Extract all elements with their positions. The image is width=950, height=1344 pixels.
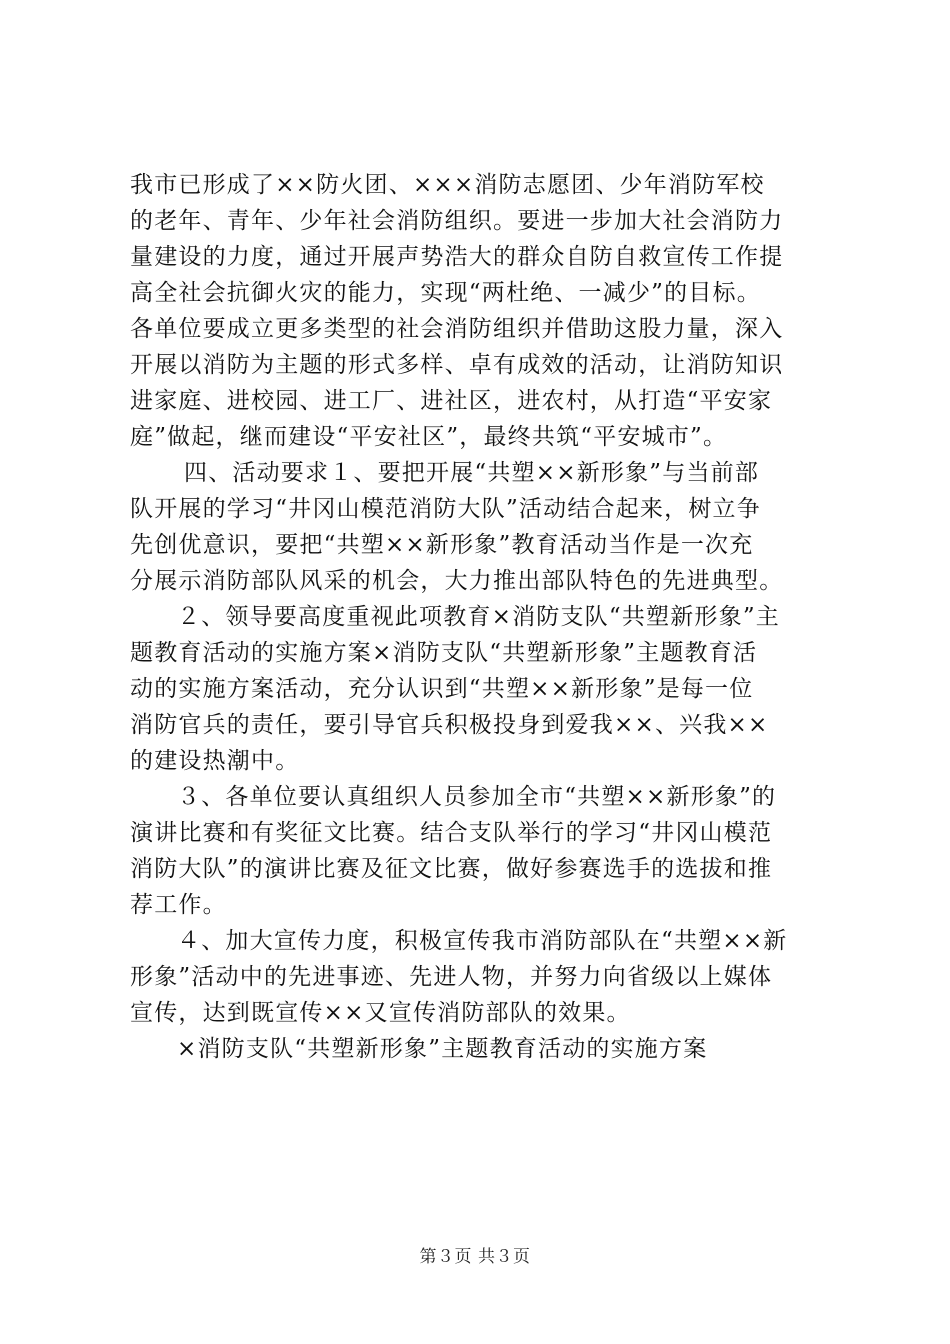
text-line: 我市已形成了××防火团、×××消防志愿团、少年消防军校 — [130, 172, 765, 198]
text-line: 量建设的力度，通过开展声势浩大的群众自防自救宣传工作提 — [130, 244, 784, 270]
text-line: 的建设热潮中。 — [130, 748, 300, 774]
text-line: 进家庭、进校园、进工厂、进社区，进农村，从打造“平安家 — [130, 388, 773, 414]
text-line: 形象”活动中的先进事迹、先进人物，并努力向省级以上媒体 — [130, 964, 773, 990]
page-number-footer: 第３页 共３页 — [419, 1247, 531, 1267]
text-line: 消防官兵的责任，要引导官兵积极投身到爱我××、兴我×× — [130, 712, 769, 738]
text-line: 各单位要成立更多类型的社会消防组织并借助这股力量，深入 — [130, 316, 784, 342]
text-line: 演讲比赛和有奖征文比赛。结合支队举行的学习“井冈山模范 — [130, 820, 773, 846]
text-line: 先创优意识，要把“共塑××新形象”教育活动当作是一次充 — [130, 532, 754, 558]
text-line: 荐工作。 — [130, 892, 227, 918]
text-line: 题教育活动的实施方案×消防支队“共塑新形象”主题教育活 — [130, 640, 758, 666]
closing-title-line: ×消防支队“共塑新形象”主题教育活动的实施方案 — [177, 1036, 708, 1062]
paragraph-start-line: ４、加大宣传力度，积极宣传我市消防部队在“共塑××新 — [177, 928, 788, 954]
text-line: 的老年、青年、少年社会消防组织。要进一步加大社会消防力 — [130, 208, 784, 234]
text-line: 宣传，达到既宣传××又宣传消防部队的效果。 — [130, 1000, 631, 1026]
paragraph-start-line: ３、各单位要认真组织人员参加全市“共塑××新形象”的 — [177, 784, 777, 810]
text-line: 动的实施方案活动，充分认识到“共塑××新形象”是每一位 — [130, 676, 754, 702]
document-body — [130, 167, 830, 1067]
text-line: 分展示消防部队风采的机会，大力推出部队特色的先进典型。 — [130, 568, 784, 594]
paragraph-start-line: ２、领导要高度重视此项教育×消防支队“共塑新形象”主 — [177, 604, 780, 630]
text-line: 队开展的学习“井冈山模范消防大队”活动结合起来，树立争 — [130, 496, 761, 522]
section-heading-line: 四、活动要求１、要把开展“共塑××新形象”与当前部 — [184, 460, 760, 486]
text-line: 消防大队”的演讲比赛及征文比赛，做好参赛选手的选拔和推 — [130, 856, 773, 882]
text-line: 高全社会抗御火灾的能力，实现“两杜绝、一减少”的目标。 — [130, 280, 761, 306]
text-line: 庭”做起，继而建设“平安社区”，最终共筑“平安城市”。 — [130, 424, 728, 450]
text-line: 开展以消防为主题的形式多样、卓有成效的活动，让消防知识 — [130, 352, 784, 378]
